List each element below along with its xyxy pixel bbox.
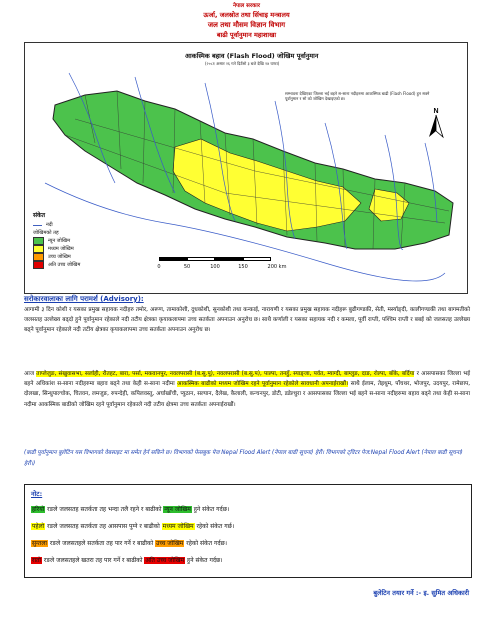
note-text: रङले जलसतहले सतर्कता तह पार गर्ने र बाढीको [47,540,156,547]
scale-tick: 150 [238,264,248,270]
p2-lead: आज [24,371,35,377]
map-legend [33,211,80,269]
note-mark: रातो [32,557,41,564]
header-gov: नेपाल सरकार [232,3,261,9]
legend-river-label: नदी [46,222,53,228]
note-mark: सुन्तला [32,540,47,547]
p2-mid: र आसपासका जिल्ला भई बहने अधिकांश स-साना नदीहरुमा बहाव बढ्ने तथा केही स-साना नदीमा [24,371,470,388]
legend-risk-label: अति उच्च जोखिम [48,262,81,268]
advisory-paragraph-1: आगामी ३ दिन कोशी र यसका प्रमुख सहायक नदीहरु तमोर, अरूण, तामाकोशी, दुधकोशी, सुनकोशी तथा कन्काई, नारायणी र यसका प्रमुख सहायक नदीहरू बुढीगण्डकी, सेती, मर्स्याङ्दी, कालीगण्डकी तथा बागमतीको जलसतह उल्लेख्य बढ्दो हुने पूर्वानुमान रहेकाले नदी तटीय क्षेत्रका कृयाकलापमा उच्च सतर्कता अपनाउन अनुरोध छ। साथै कर्णाली र यसका सहायक नदी र कमला, पूर्वी राप्ती, पश्चिम राप्ती र बबई को जलसतह उल्लेख्य बढ्ने पूर्वानुमान रहेकाले नदी तटीय क्षेत्रका कृयाकलापमा उच्च सतर्कता अपनाउन अनुरोध छ। [24,307,470,334]
legend-risk-items [33,237,80,269]
note-level: न्यून जोखिम [164,506,191,513]
note-row-red [31,556,223,564]
note-mark: पहेलो [32,523,45,530]
notes-title: नोट: [31,490,43,498]
legend-risk-item [33,237,80,245]
header-division: बाढी पूर्वानुमान महाशाखा [216,31,277,39]
bulletin-signature: बुलेटिन तयार गर्ने :- इ. सुमित अधिकारी [373,589,469,597]
legend-risk-label: न्यून जोखिम [48,238,71,244]
note-mark: हरियो [32,506,45,513]
legend-swatch [33,261,44,269]
north-label: N [433,108,439,115]
nepal-map-graphic [25,43,467,293]
map-scale-bar [159,257,299,277]
river-swatch [33,225,42,226]
note-tail: हुने संकेत गर्दछ। [191,506,230,513]
note-level: अति उच्च जोखिम [145,557,185,564]
legend-risk-title: जोखिमको तह [33,230,59,236]
note-text: रङले जलसतहले खतरा तह पार गर्ने र बाढीको [41,557,145,564]
note-tail: हुने संकेत गर्दछ। [185,557,223,564]
p2-tail: साथै ईलाम, तेह्रथुम, पाँचथर, भोजपुर, उदयपुर, रामेछाप, दोलखा, सिन्धुपाल्चोक, चितवन, लमजुङ, रुपन्देही, कपिलवस्तु, अर्घाखाँची, प्युठान, सल्यान, दैलेख, कैलाली, कन्चनपुर, डोटी, डडेल्धुरा र आसपासका जिल्ला भई बहने स-साना नदीहरुमा बहाव बढ्ने तथा केही स-साना नदीमा आकस्मिक बाढीको जोखिम रहने पूर्वानुमान रहेकाले नदी तटीय क्षेत्रमा उच्च सतर्कता अपनाईराखौं। [24,381,470,408]
legend-swatch [33,237,44,245]
note-row-green [31,505,229,513]
map-title: आकस्मिक बहाव (Flash Flood) जोखिम पूर्वानुमान [185,52,319,60]
legend-swatch [33,245,44,253]
advisory-title: सरोकारवालाका लागि परामर्श (Advisory): [24,295,144,303]
legend-swatch [33,253,44,261]
advisory-paragraph-2 [24,369,470,441]
note-level: उच्च जोखिम [156,540,184,547]
note-text: रङले जलसतह सतर्कता तह आसपास पुग्ने र बाढीको [45,523,162,530]
note-tail: रहेको संकेत गर्दछ। [184,540,228,547]
legend-risk-label: मध्यम जोखिम [48,246,74,252]
legend-risk-label: उच्च जोखिम [48,254,71,260]
flash-flood-map [24,42,468,294]
legend-risk-item [33,245,80,253]
note-tail: रहेको संकेत गर्छ। [194,523,235,530]
info-note: (बाढी पूर्वानुमान बुलेटिन यस विभागको वेबसाइट मा समेत हेर्न सकिने छ। विभागको फेसबुक पेज Nepal Flood Alert (नेपाल बाढी सूचना) हेरौं। विभागको ट्विटर पेज:Nepal Flood Alert (नेपाल बाढी सूचना) हेरौं।) [24,450,463,467]
note-row-orange [31,539,227,547]
note-text: रङले जलसतह सतर्कता तह भन्दा तलै रहने र बाढीको [45,506,164,513]
map-note: सम्भावना देखिएका जिल्ला भई बहने स-साना नदीहरुमा आकस्मिक बाढी (Flash Flood) हुन सक्ने पूर्वानुमान र सो को जोखिम देखाइएको छ। [285,91,430,101]
p2-highlight-districts: ताप्लेजुङ, संखुवासभा, सर्लाही, रौतहट, बारा, पर्सा, मकवानपुर, नवलपरासी (ब.सु.पू), नवलपरासी (ब.सु.प), पाल्पा, तनहुँ, स्याङ्जा, पर्वत, म्याग्दी, बाग्लुङ, दाङ, रोल्पा, बाँके, बर्दिया [36,371,415,377]
legend-risk-item [33,253,80,261]
note-row-yellow [31,522,234,530]
legend-river-row [33,221,80,229]
map-subtitle: (२०८१ असार २६ गते दिउँसो ३ बजे देखि २४ घण्टा) [205,61,280,66]
legend-title: संकेत [33,212,46,219]
scale-tick: 50 [183,264,191,270]
notes-box [24,484,472,578]
scale-tick: 0 [157,264,161,270]
note-level: मध्यम जोखिम [162,523,194,530]
scale-tick: 100 [210,264,220,270]
scale-tick: 200 km [267,264,287,270]
header-department: जल तथा मौसम विज्ञान विभाग [207,21,286,29]
p2-highlight-risk: आकस्मिक बाढीको मध्यम जोखिम रहने पूर्वानुमान रहेकोले सावधानी अपनाईराखौं। [177,381,349,388]
legend-risk-item [33,261,80,269]
header-ministry: ऊर्जा, जलस्रोत तथा सिंचाइ मन्त्रालय [203,11,290,19]
